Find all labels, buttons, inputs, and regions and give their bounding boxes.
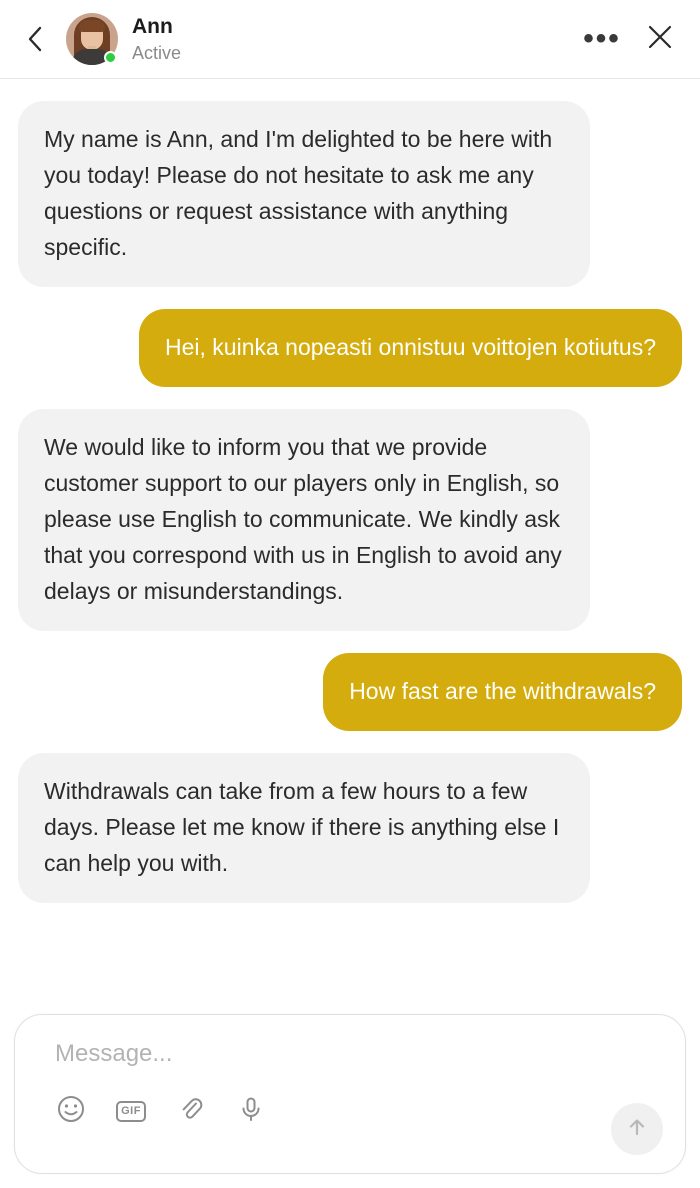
message-list <box>0 79 700 1014</box>
attachment-button[interactable] <box>175 1095 207 1127</box>
gif-button[interactable] <box>115 1095 147 1127</box>
message-row <box>18 309 682 387</box>
microphone-icon <box>237 1095 265 1128</box>
message-bubble-incoming: My name is Ann, and I'm delighted to be here with you today! Please do not hesitate to ask me any questions or request assistance with anything specific. <box>18 101 590 287</box>
contact-status: Active <box>132 42 182 63</box>
send-arrow-up-icon <box>624 1114 650 1145</box>
close-button[interactable] <box>642 21 678 57</box>
message-bubble-incoming: We would like to inform you that we provide customer support to our players only in English, so please use English to communicate. We kindly ask that you correspond with us in English to avoid any delays or misunderstandings. <box>18 409 590 631</box>
more-options-button[interactable] <box>584 21 620 57</box>
message-bubble-incoming: Withdrawals can take from a few hours to a few days. Please let me know if there is anything else I can help you with. <box>18 753 590 903</box>
more-options-icon: ••• <box>583 22 621 55</box>
message-row <box>18 101 682 287</box>
message-row <box>18 653 682 731</box>
message-input[interactable] <box>37 1035 663 1069</box>
send-button[interactable] <box>611 1103 663 1155</box>
gif-icon: GIF <box>116 1101 146 1122</box>
message-composer <box>14 1014 686 1174</box>
back-button[interactable] <box>18 22 52 56</box>
chevron-left-icon <box>26 25 44 53</box>
online-status-dot <box>104 51 117 64</box>
avatar[interactable] <box>66 13 118 65</box>
emoji-icon <box>57 1095 85 1128</box>
message-row <box>18 753 682 903</box>
emoji-button[interactable] <box>55 1095 87 1127</box>
microphone-button[interactable] <box>235 1095 267 1127</box>
attachment-icon <box>177 1095 205 1128</box>
message-bubble-outgoing: How fast are the withdrawals? <box>323 653 682 731</box>
composer-tools <box>37 1095 663 1127</box>
message-bubble-outgoing: Hei, kuinka nopeasti onnistuu voittojen kotiutus? <box>139 309 682 387</box>
header-text <box>132 14 584 65</box>
header-actions <box>584 21 678 57</box>
chat-header <box>0 0 700 79</box>
message-row <box>18 409 682 631</box>
contact-name: Ann <box>132 14 173 38</box>
close-icon <box>647 24 673 55</box>
